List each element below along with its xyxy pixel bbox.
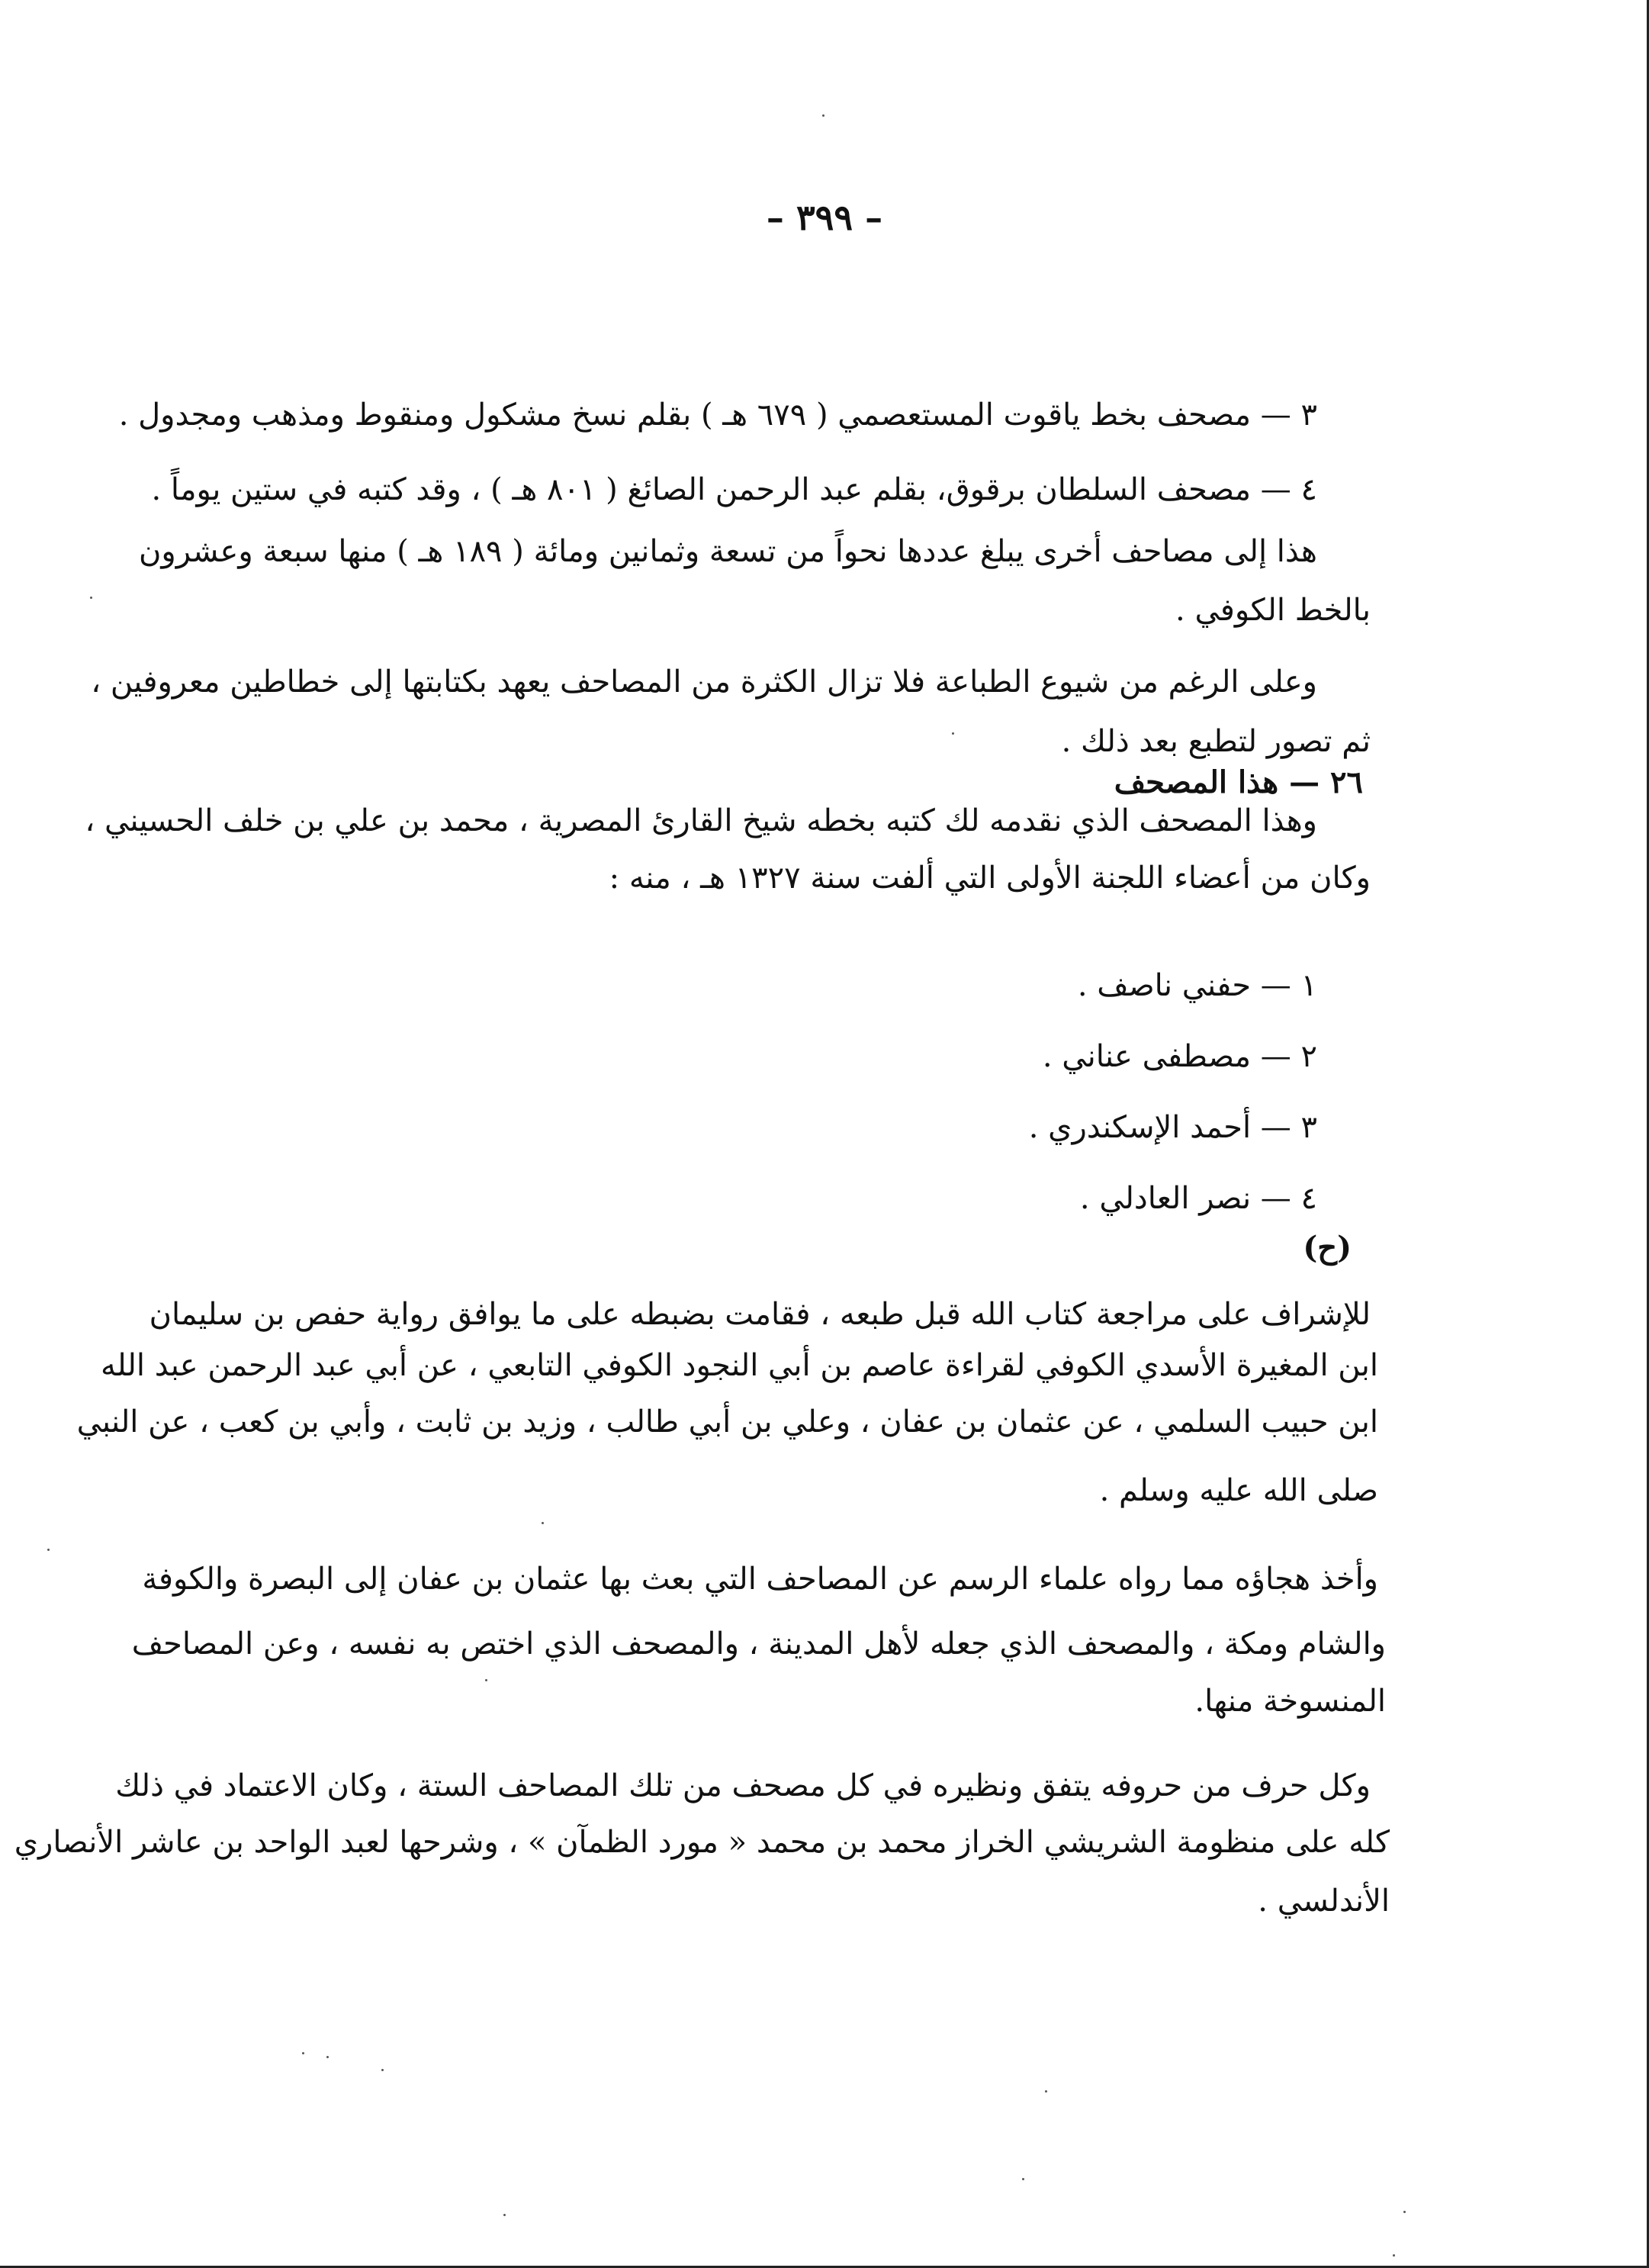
paragraph-line: ابن المغيرة الأسدي الكوفي لقراءة عاصم بن أبي النجود الكوفي التابعي ، عن أبي عبد الرحمن عبد الله: [101, 1348, 1378, 1383]
list-item: ٤ — مصحف السلطان برقوق، بقلم عبد الرحمن الصائغ ( ٨٠١ هـ ) ، وقد كتبه في ستين يوماً .: [151, 472, 1317, 507]
paragraph-line: وعلى الرغم من شيوع الطباعة فلا تزال الكثرة من المصاحف يعهد بكتابتها إلى خطاطين معروفين ،: [91, 664, 1317, 700]
scan-speck: [485, 1679, 487, 1681]
paragraph-line: صلى الله عليه وسلم .: [1099, 1473, 1378, 1508]
scan-speck: [952, 732, 954, 735]
paragraph-line: للإشراف على مراجعة كتاب الله قبل طبعه ، فقامت بضبطه على ما يوافق رواية حفص بن سليمان: [149, 1297, 1371, 1332]
scan-speck: [90, 597, 92, 599]
paragraph-line: وكل حرف من حروفه يتفق ونظيره في كل مصحف من تلك المصاحف الستة ، وكان الاعتماد في ذلك: [115, 1768, 1371, 1803]
list-item: ١ — حفني ناصف .: [1077, 968, 1317, 1003]
section-marker: (ح): [1303, 1230, 1352, 1266]
scan-speck: [542, 1522, 544, 1524]
scan-speck: [503, 2214, 506, 2216]
scan-speck: [1393, 2254, 1395, 2257]
paragraph-line: وهذا المصحف الذي نقدمه لك كتبه بخطه شيخ القارئ المصرية ، محمد بن علي بن خلف الحسيني ،: [85, 803, 1317, 838]
page-number: – ٣٩٩ –: [766, 197, 883, 238]
list-item: ٣ — مصحف بخط ياقوت المستعصمي ( ٦٧٩ هـ ) بقلم نسخ مشكول ومنقوط ومذهب ومجدول .: [118, 397, 1317, 433]
scan-speck: [1403, 2211, 1406, 2213]
list-item: ٣ — أحمد الإسكندري .: [1028, 1110, 1317, 1145]
paragraph-line: الأندلسي .: [1258, 1884, 1390, 1919]
paragraph-line: المنسوخة منها.: [1194, 1684, 1386, 1719]
list-item: ٤ — نصر العادلي .: [1079, 1181, 1317, 1216]
paragraph-line: وكان من أعضاء اللجنة الأولى التي ألفت سنة ١٣٢٧ هـ ، منه :: [609, 861, 1371, 896]
scan-speck: [47, 1549, 50, 1551]
scan-speck: [822, 114, 824, 117]
list-item: ٢ — مصطفى عناني .: [1042, 1039, 1317, 1074]
scan-speck: [381, 2069, 384, 2071]
paragraph-line: كله على منظومة الشريشي الخراز محمد بن محمد « مورد الظمآن » ، وشرحها لعبد الواحد بن عاشر الأنصاري: [14, 1825, 1390, 1860]
section-heading: ٢٦ — هذا المصحف: [1114, 764, 1363, 800]
scan-speck: [302, 2052, 304, 2054]
paragraph-line: وأخذ هجاؤه مما رواه علماء الرسم عن المصاحف التي بعث بها عثمان بن عفان إلى البصرة والكوفة: [142, 1562, 1378, 1597]
paragraph-line: والشام ومكة ، والمصحف الذي جعله لأهل المدينة ، والمصحف الذي اختص به نفسه ، وعن المصاحف: [131, 1626, 1386, 1662]
paragraph-line: بالخط الكوفي .: [1175, 593, 1371, 628]
paragraph-line: هذا إلى مصاحف أخرى يبلغ عددها نحواً من تسعة وثمانين ومائة ( ١٨٩ هـ ) منها سبعة وعشرون: [139, 534, 1317, 569]
paragraph-line: ثم تصور لتطبع بعد ذلك .: [1061, 724, 1371, 759]
scan-speck: [1045, 2090, 1047, 2093]
scan-speck: [326, 2056, 329, 2058]
scan-speck: [1022, 2178, 1024, 2180]
paragraph-line: ابن حبيب السلمي ، عن عثمان بن عفان ، وعلي بن أبي طالب ، وزيد بن ثابت ، وأبي بن كعب ، عن النبي: [76, 1404, 1378, 1440]
